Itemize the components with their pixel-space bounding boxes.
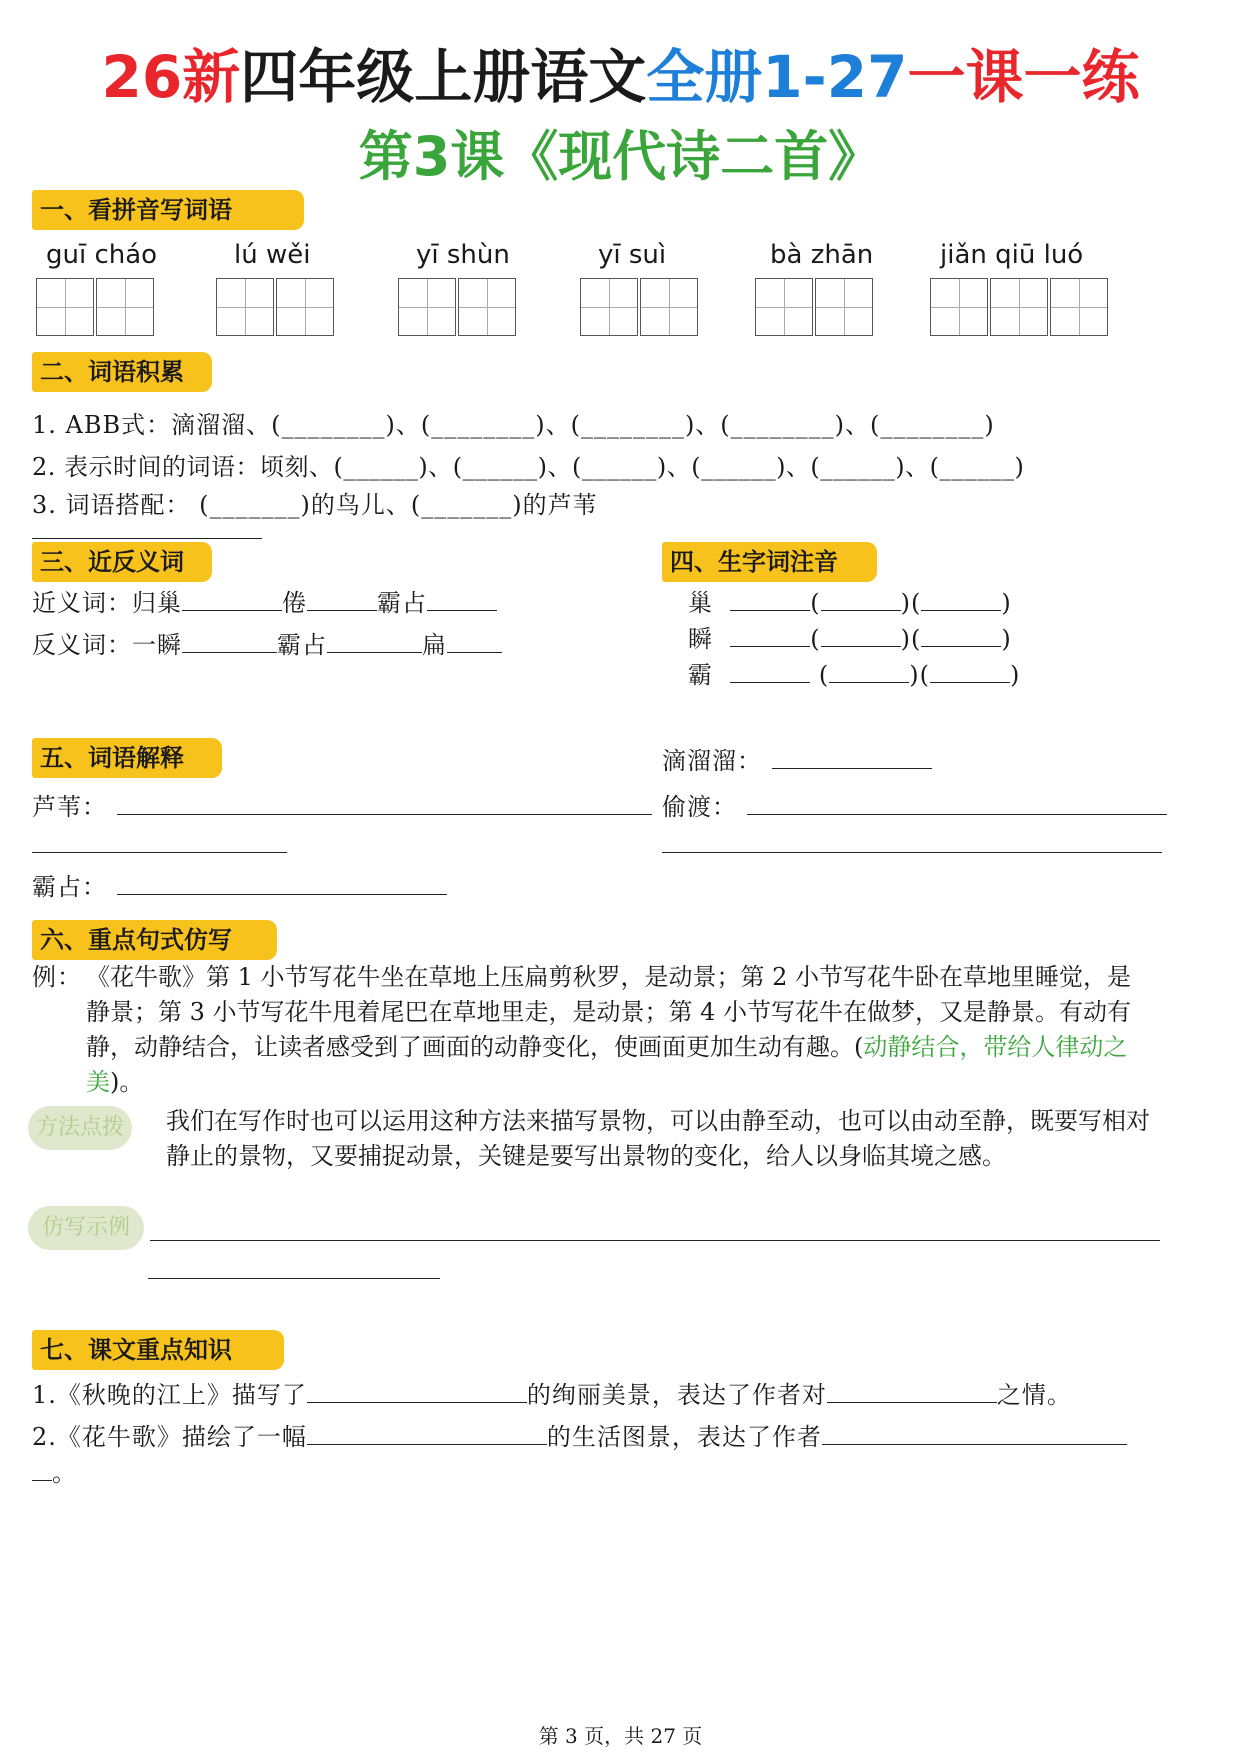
define-blank-3[interactable] bbox=[747, 788, 1167, 815]
writing-grid-6[interactable] bbox=[930, 278, 1110, 336]
phonetic-row-2: 瞬 ( )( ) bbox=[688, 620, 1012, 656]
antonym-blank-3[interactable] bbox=[447, 626, 502, 653]
phonetic-blank[interactable] bbox=[821, 620, 901, 647]
knowledge-blank-4[interactable] bbox=[822, 1418, 1127, 1445]
define-word-1 bbox=[662, 742, 932, 778]
knowledge-line-2-cont bbox=[32, 1454, 77, 1490]
section-7-heading: 七、课文重点知识 bbox=[32, 1330, 284, 1370]
define-blank-2[interactable] bbox=[117, 788, 652, 815]
knowledge-blank-1[interactable] bbox=[307, 1376, 527, 1403]
title-part-2: 四年级上册语文 bbox=[240, 43, 647, 111]
define-extra-line-1[interactable] bbox=[32, 852, 287, 853]
knowledge-2-text-a: 2.《花牛歌》描绘了一幅 bbox=[32, 1423, 307, 1451]
word-match-line: 3. 词语搭配： (_______)的鸟儿、(_______)的芦苇 bbox=[32, 491, 598, 519]
pinyin-1: guī cháo bbox=[46, 240, 158, 270]
antonym-word-1: 一瞬 bbox=[132, 631, 182, 659]
section-5-heading: 五、词语解释 bbox=[32, 738, 222, 778]
phonetic-blank[interactable] bbox=[821, 584, 901, 611]
abb-words-line: 1. ABB式：滴溜溜、(________)、(________)、(________)、(________)、(________) bbox=[32, 411, 995, 439]
synonym-word-1: 归巢 bbox=[132, 589, 182, 617]
phonetic-blank[interactable] bbox=[730, 656, 810, 683]
writing-grid-3[interactable] bbox=[398, 278, 518, 336]
pinyin-3: yī shùn bbox=[416, 240, 510, 270]
phonetic-char-1: 巢 bbox=[688, 589, 713, 617]
define-extra-line-2[interactable] bbox=[662, 852, 1162, 853]
title-part-3: 全册1-27 bbox=[646, 43, 908, 111]
synonym-word-2: 倦 bbox=[282, 589, 307, 617]
define-word-2 bbox=[32, 788, 652, 824]
phonetic-char-3: 霸 bbox=[688, 661, 713, 689]
knowledge-blank-4-cont[interactable] bbox=[32, 1454, 52, 1481]
knowledge-line-1 bbox=[32, 1376, 1072, 1412]
lesson-title: 第3课《现代诗二首》 bbox=[358, 125, 883, 188]
define-label-4: 霸占： bbox=[32, 873, 107, 901]
sample-line-2[interactable] bbox=[148, 1278, 440, 1279]
antonym-word-2: 霸占 bbox=[277, 631, 327, 659]
synonym-blank-3[interactable] bbox=[427, 584, 497, 611]
phonetic-row-1: 巢 ( )( ) bbox=[688, 584, 1012, 620]
pinyin-4: yī suì bbox=[598, 240, 667, 270]
pinyin-5: bà zhān bbox=[770, 240, 874, 270]
antonym-blank-1[interactable] bbox=[182, 626, 277, 653]
divider bbox=[32, 538, 262, 539]
pinyin-6: jiǎn qiū luó bbox=[940, 240, 1084, 270]
antonyms-line bbox=[32, 626, 502, 662]
synonym-blank-1[interactable] bbox=[182, 584, 282, 611]
sample-badge: 仿写示例 bbox=[28, 1206, 144, 1250]
example-paragraph bbox=[86, 960, 1146, 1100]
knowledge-blank-2[interactable] bbox=[827, 1376, 997, 1403]
example-highlight: 动静结合，带给人律动之美 bbox=[86, 1033, 1128, 1096]
example-label: 例： bbox=[32, 963, 82, 991]
section-6-heading: 六、重点句式仿写 bbox=[32, 920, 277, 960]
writing-grid-2[interactable] bbox=[216, 278, 336, 336]
section-4-heading: 四、生字词注音 bbox=[662, 542, 877, 582]
knowledge-1-text-a: 1.《秋晚的江上》描写了 bbox=[32, 1381, 307, 1409]
synonym-blank-2[interactable] bbox=[307, 584, 377, 611]
define-label-1: 滴溜溜： bbox=[662, 747, 762, 775]
section-1-heading: 一、看拼音写词语 bbox=[32, 190, 304, 230]
writing-grid-4[interactable] bbox=[580, 278, 700, 336]
phonetic-blank[interactable] bbox=[930, 656, 1010, 683]
section-3-heading: 三、近反义词 bbox=[32, 542, 212, 582]
define-blank-1[interactable] bbox=[772, 742, 932, 769]
phonetic-blank[interactable] bbox=[829, 656, 909, 683]
sample-line-1[interactable] bbox=[150, 1240, 1160, 1241]
knowledge-line-2 bbox=[32, 1418, 1127, 1454]
time-words-line: 2. 表示时间的词语：顷刻、(______)、(______)、(______)、(______)、(______)、(______) bbox=[32, 453, 1025, 481]
phonetic-char-2: 瞬 bbox=[688, 625, 713, 653]
knowledge-2-text-b: 的生活图景，表达了作者 bbox=[546, 1423, 822, 1451]
pinyin-2: lú wěi bbox=[234, 240, 311, 270]
tip-paragraph: 我们在写作时也可以运用这种方法来描写景物，可以由静至动，也可以由动至静，既要写相对静止的景物，又要捕捉动景，关键是要写出景物的变化，给人以身临其境之感。 bbox=[166, 1107, 1150, 1170]
writing-grid-1[interactable] bbox=[36, 278, 156, 336]
antonym-blank-2[interactable] bbox=[327, 626, 422, 653]
knowledge-1-text-c: 之情。 bbox=[996, 1381, 1072, 1409]
synonyms-line bbox=[32, 584, 497, 620]
example-end: )。 bbox=[110, 1068, 144, 1096]
writing-grid-5[interactable] bbox=[755, 278, 875, 336]
phonetic-row-3: 霸 ( )( ) bbox=[688, 656, 1020, 692]
phonetic-blank[interactable] bbox=[921, 620, 1001, 647]
main-title bbox=[0, 38, 1241, 116]
define-label-2: 芦苇： bbox=[32, 793, 107, 821]
knowledge-2-text-c: 。 bbox=[52, 1459, 77, 1487]
antonym-word-3: 扁 bbox=[422, 631, 447, 659]
tip-badge: 方法点拨 bbox=[28, 1106, 132, 1150]
phonetic-blank[interactable] bbox=[921, 584, 1001, 611]
define-blank-4[interactable] bbox=[117, 868, 447, 895]
knowledge-1-text-b: 的绚丽美景，表达了作者对 bbox=[526, 1381, 827, 1409]
phonetic-blank[interactable] bbox=[730, 620, 810, 647]
define-word-4 bbox=[32, 868, 447, 904]
define-label-3: 偷渡： bbox=[662, 793, 737, 821]
example-text: 《花牛歌》第 1 小节写花牛坐在草地上压扁剪秋罗，是动景；第 2 小节写花牛卧在草地里睡觉，是静景；第 3 小节写花牛甩着尾巴在草地里走，是动景；第 4 小节写花牛在做梦，又是静景。有动有静，动静结合，让读者感受到了画面的动静变化，使画面更加生动有趣。( bbox=[86, 963, 1132, 1061]
page-number: 第 3 页，共 27 页 bbox=[538, 1724, 703, 1748]
phonetic-blank[interactable] bbox=[730, 584, 810, 611]
title-part-1: 26新 bbox=[101, 43, 241, 111]
synonyms-label: 近义词： bbox=[32, 589, 132, 617]
section-2-heading: 二、词语积累 bbox=[32, 352, 212, 392]
knowledge-blank-3[interactable] bbox=[307, 1418, 547, 1445]
title-part-4: 一课一练 bbox=[907, 43, 1140, 111]
define-word-3 bbox=[662, 788, 1167, 824]
antonyms-label: 反义词： bbox=[32, 631, 132, 659]
synonym-word-3: 霸占 bbox=[377, 589, 427, 617]
